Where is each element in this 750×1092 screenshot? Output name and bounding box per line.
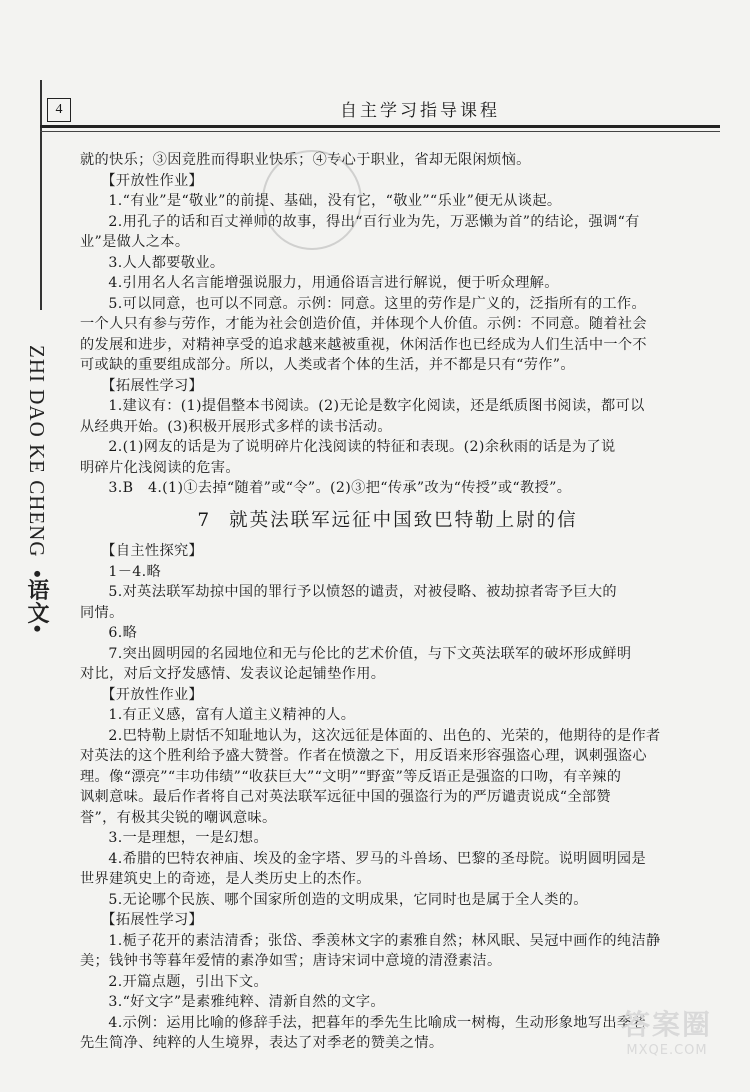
- watermark-logo: [602, 1008, 732, 1074]
- text-line: 对英法的这个胜利给予盛大赞誉。作者在愤激之下，用反语来形容强盗心理，讽刺强盗心: [80, 748, 647, 764]
- text-line: 的发展和进步，对精神享受的追求越来越被重视，休闲活作也已经成为人们生活中一个不: [80, 336, 647, 353]
- content-body: [80, 150, 695, 1054]
- text-line: 1.栀子花开的素洁清香；张岱、季羡林文字的素雅自然；林风眠、吴冠中画作的纯洁静: [108, 932, 661, 949]
- chapter-title-text: 就英法联军远征中国致巴特勒上尉的信: [229, 509, 578, 531]
- text-line: 2.巴特勒上尉恬不知耻地认为，这次远征是体面的、出色的、光荣的，他期待的是作者: [108, 727, 661, 744]
- section-heading: 【拓展性学习】: [101, 377, 204, 394]
- text-line: 1.有正义感，富有人道主义精神的人。: [108, 707, 356, 723]
- text-line: 5.可以同意，也可以不同意。示例：同意。这里的劳作是广义的，泛指所有的工作。: [108, 295, 646, 312]
- section-heading: 【自主性探究】: [101, 543, 204, 559]
- text-line: 誉”，有极其尖锐的嘲讽意味。: [80, 809, 277, 826]
- text-line: 5.无论哪个民族、哪个国家所创造的文明成果，它同时也是属于全人类的。: [108, 891, 588, 908]
- text-line: 美；钱钟书等暮年爱情的素净如雪；唐诗宋词中意境的清澄素洁。: [80, 953, 502, 969]
- text-line: 明碎片化浅阅读的危害。: [80, 459, 240, 476]
- chapter-number: 7: [197, 509, 212, 531]
- header-rule-thick: [40, 125, 720, 128]
- text-line: 可或缺的重要组成部分。所以，人类或者个体的生活，并不都是只有“劳作”。: [80, 357, 575, 373]
- text-line: 先生简净、纯粹的人生境界，表达了对季老的赞美之情。: [80, 1035, 444, 1051]
- text-line: 世界建筑史上的奇迹，是人类历史上的杰作。: [80, 871, 371, 887]
- text-line: 3.人人都要敬业。: [108, 254, 225, 271]
- text-line: 4.示例：运用比喻的修辞手法，把暮年的季先生比喻成一树梅，生动形象地写出季老: [108, 1014, 646, 1031]
- header-rule-thin: [40, 131, 720, 132]
- text-line: 1－4.略: [108, 563, 162, 580]
- text-line: 从经典开始。(3)积极开展形式多样的读书活动。: [80, 418, 392, 435]
- text-line: 5.对英法联军劫掠中国的罪行予以愤怒的谴责，对被侵略、被劫掠者寄予巨大的: [108, 584, 617, 600]
- text-line: 对比，对后文抒发感情、发表议论起铺垫作用。: [80, 666, 386, 682]
- text-line: 就的快乐；③因竞胜而得职业快乐；④专心于职业，省却无限闲烦恼。: [80, 152, 531, 168]
- text-line: 1.“有业”是“敬业”的前提、基础，没有它，“敬业”“乐业”便无从谈起。: [108, 193, 562, 209]
- text-line: 4.希腊的巴特农神庙、埃及的金字塔、罗马的斗兽场、巴黎的圣母院。说明圆明园是: [108, 850, 646, 867]
- section-heading: 【拓展性学习】: [101, 912, 204, 928]
- page-number-box: 4: [47, 98, 71, 122]
- text-line: 4.引用名人名言能增强说服力，用通俗语言进行解说，便于听众理解。: [108, 275, 559, 291]
- text-line: 理。像“漂亮”“丰功伟绩”“收获巨大”“文明”“野蛮”等反语正是强盗的口吻，有辛辣的: [80, 768, 622, 785]
- text-line: 讽刺意味。最后作者将自己对英法联军远征中国的强盗行为的严厉谴责说成“全部赞: [80, 789, 611, 805]
- text-line: 同情。: [80, 604, 124, 621]
- side-pinyin: ZHI DAO KE CHENG: [25, 345, 49, 558]
- text-line: 一个人只有参与劳作，才能为社会创造价值，并体现个人价值。示例：不同意。随着社会: [80, 316, 647, 332]
- side-subject-mark: •语文•: [25, 569, 50, 634]
- text-line: 2.开篇点题，引出下文。: [108, 973, 269, 990]
- text-line: 7.突出圆明园的名园地位和无与伦比的艺术价值，与下文英法联军的破坏形成鲜明: [108, 645, 632, 662]
- watermark-text: 答案圈: [621, 1008, 712, 1041]
- watermark-url: MXQE.COM: [626, 1043, 708, 1058]
- text-line: 业”是做人之本。: [80, 234, 190, 250]
- text-line: 3.B 4.(1)①去掉“随着”或“令”。(2)③把“传承”改为“传授”或“教授”。: [108, 480, 572, 496]
- left-margin-rule: [40, 80, 42, 310]
- text-line: 3.一是理想，一是幻想。: [108, 830, 269, 846]
- side-column: [22, 345, 62, 725]
- chapter-title: [80, 511, 695, 532]
- section-heading: 【开放性作业】: [101, 172, 204, 189]
- text-line: 1.建议有：(1)提倡整本书阅读。(2)无论是数字化阅读，还是纸质图书阅读，都可以: [108, 398, 645, 414]
- header-title: 自主学习指导课程: [340, 101, 500, 121]
- text-line: 6.略: [108, 625, 138, 641]
- text-line: 2.(1)网友的话是为了说明碎片化浅阅读的特征和表现。(2)余秋雨的话是为了说: [108, 439, 616, 455]
- text-line: 3.“好文字”是素雅纯粹、清新自然的文字。: [108, 994, 385, 1010]
- side-running-text: [22, 345, 53, 633]
- section-heading: 【开放性作业】: [101, 686, 204, 703]
- text-line: 2.用孔子的话和百丈禅师的故事，得出“百行业为先，万恶懒为首”的结论，强调“有: [108, 213, 640, 230]
